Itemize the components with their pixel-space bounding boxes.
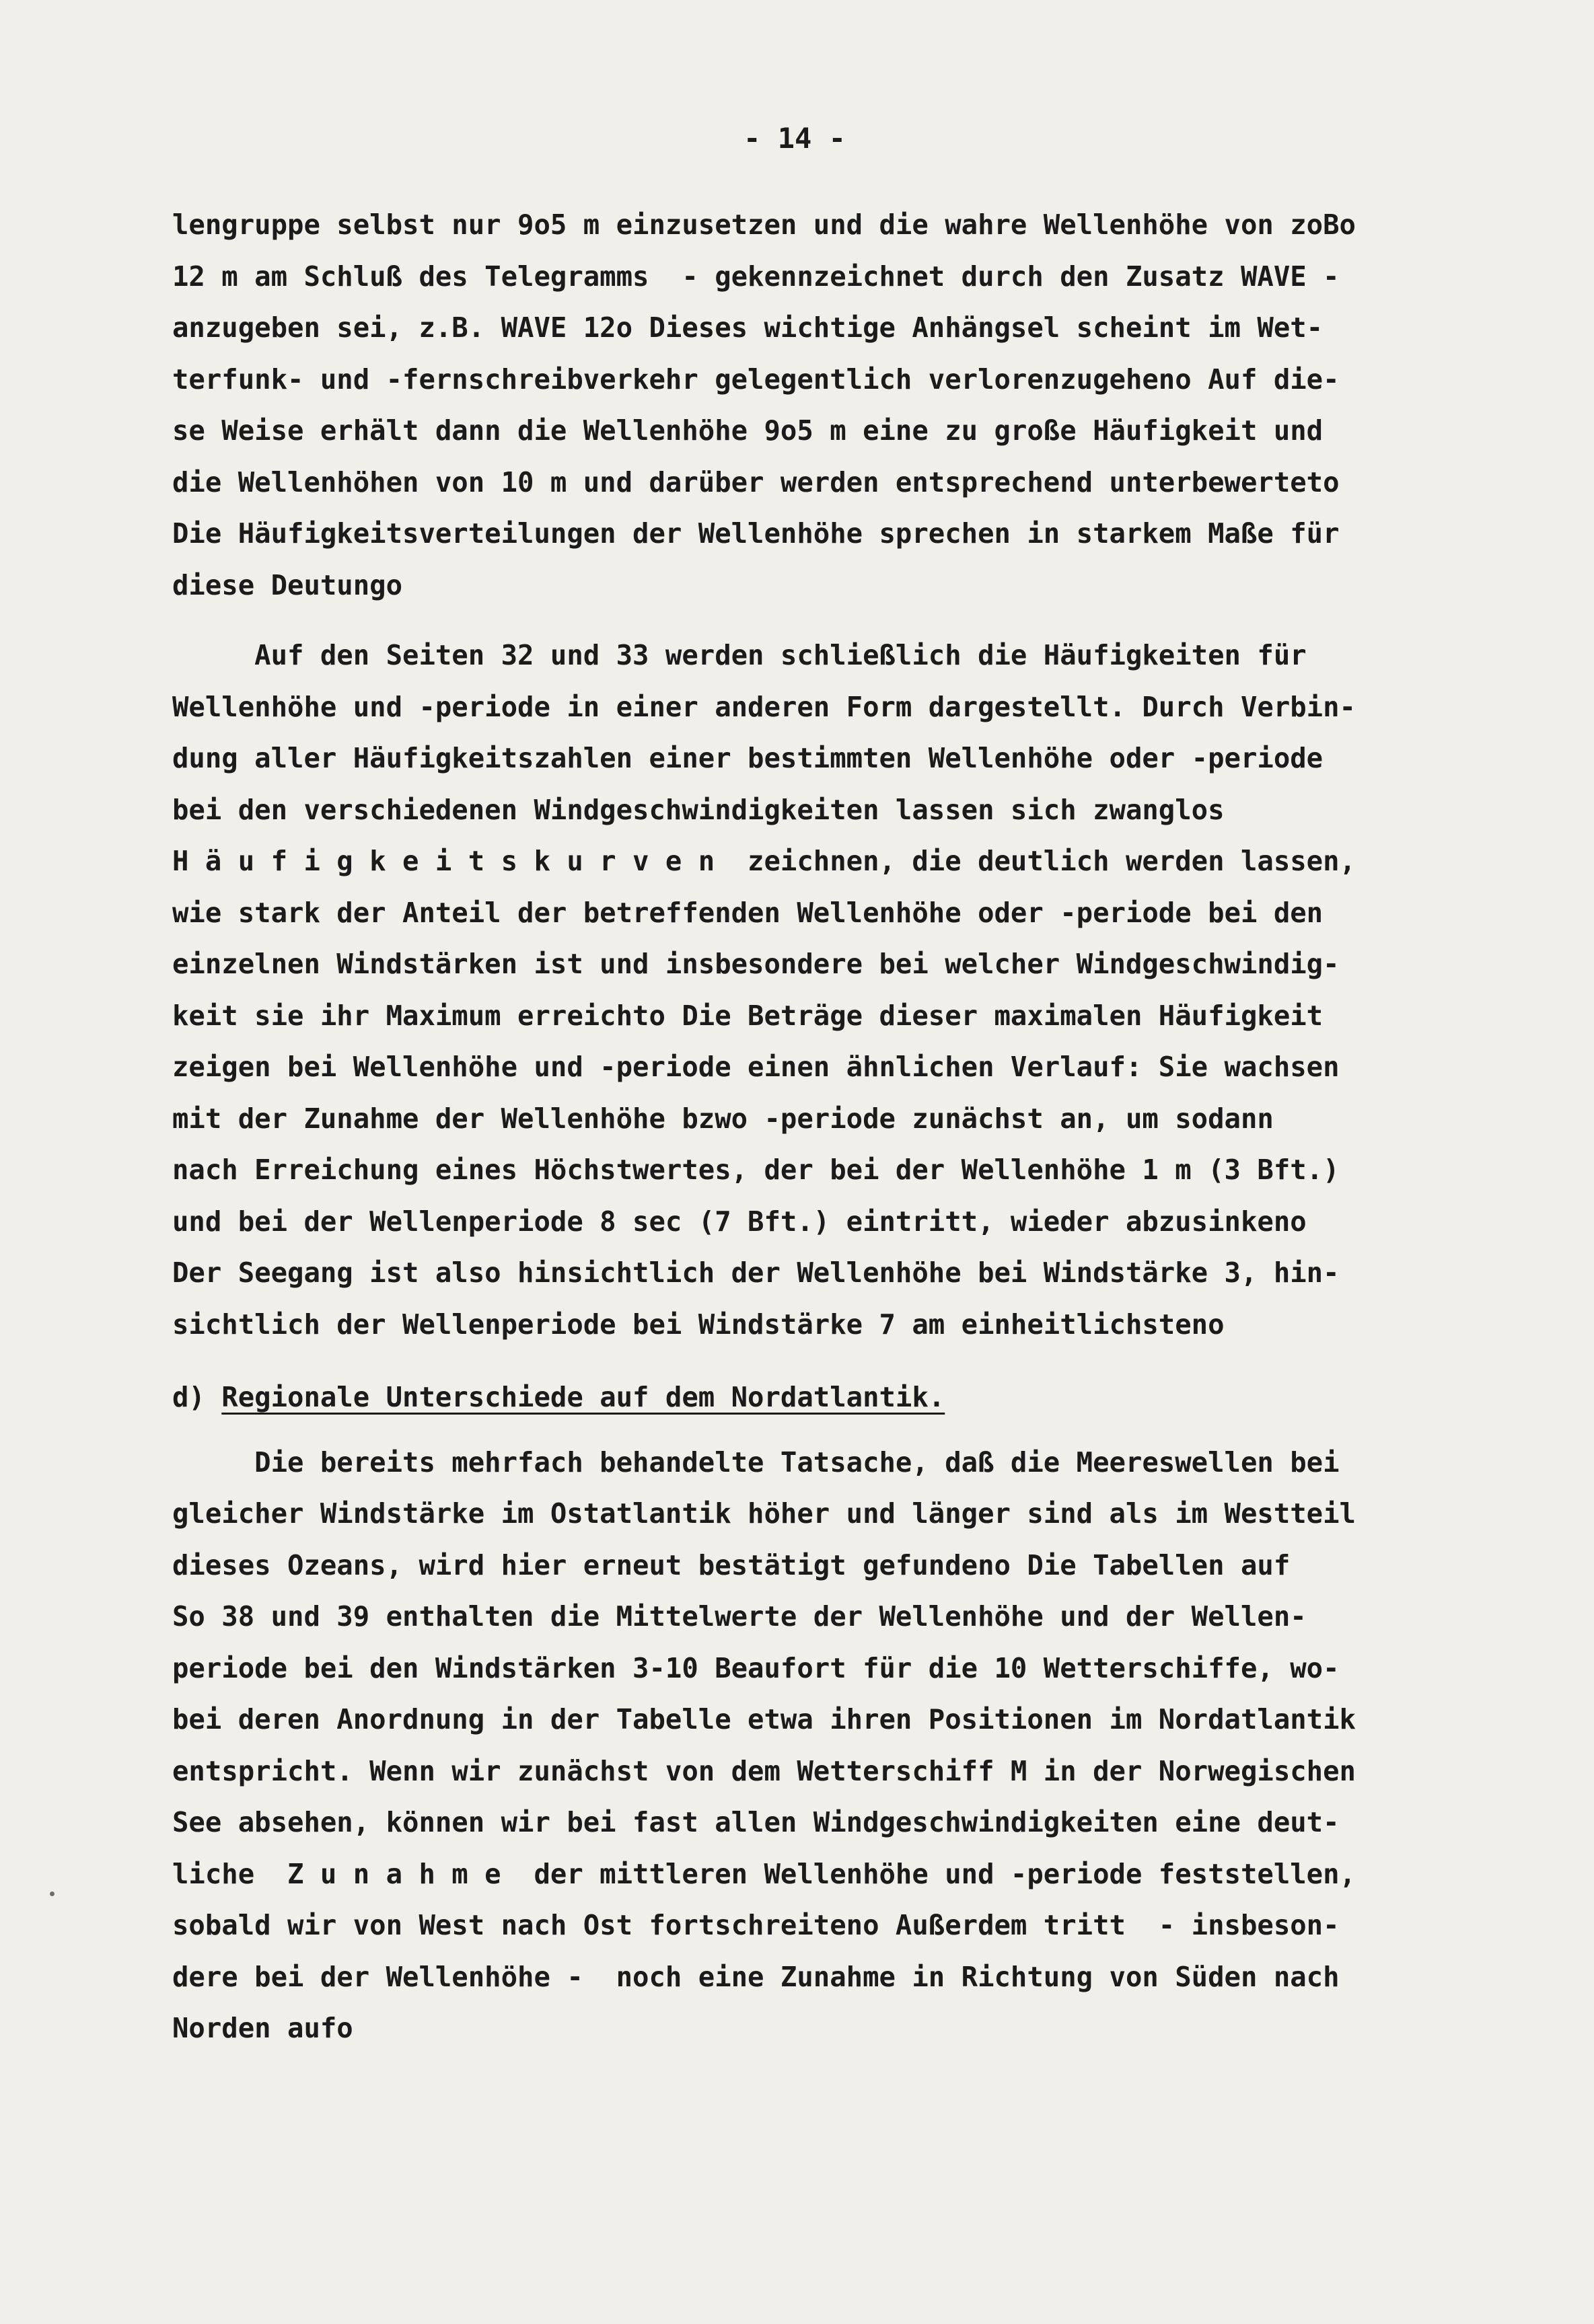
paragraph-gap: [172, 1350, 1594, 1372]
text-line: diese Deutungo: [172, 568, 403, 601]
text-line: dere bei der Wellenhöhe - noch eine Zunahme in Richtung von Süden nach: [172, 1960, 1340, 1993]
text-line: se Weise erhält dann die Wellenhöhe 9o5 m eine zu große Häufigkeit und: [172, 414, 1324, 447]
paragraph-gap: [172, 611, 1594, 630]
page-number: - 14 -: [744, 122, 846, 155]
paragraph-2: [172, 630, 1594, 1350]
text-line: bei den verschiedenen Windgeschwindigkeiten lassen sich zwanglos: [172, 793, 1225, 826]
paragraph-gap: [172, 1423, 1594, 1437]
margin-speck: [50, 1891, 55, 1896]
text-line: lengruppe selbst nur 9o5 m einzusetzen und die wahre Wellenhöhe von zoBo: [172, 209, 1356, 241]
text-line: 12 m am Schluß des Telegramms - gekennzeichnet durch den Zusatz WAVE -: [172, 260, 1340, 293]
text-line: entspricht. Wenn wir zunächst von dem Wetterschiff M in der Norwegischen: [172, 1754, 1356, 1787]
text-line: terfunk- und -fernschreibverkehr gelegentlich verlorenzugeheno Auf die-: [172, 363, 1340, 396]
text-line: Norden aufo: [172, 2012, 353, 2044]
paragraph-3: [172, 1437, 1594, 2054]
text-line: zeigen bei Wellenhöhe und -periode einen ähnlichen Verlauf: Sie wachsen: [172, 1051, 1340, 1083]
text-line: Die bereits mehrfach behandelte Tatsache, daß die Meereswellen bei: [172, 1446, 1340, 1478]
text-line: wie stark der Anteil der betreffenden Wellenhöhe oder -periode bei den: [172, 896, 1324, 929]
text-line: H ä u f i g k e i t s k u r v e n zeichnen, die deutlich werden lassen,: [172, 845, 1356, 877]
paragraph-1: [172, 199, 1594, 611]
text-line: sobald wir von West nach Ost fortschreiteno Außerdem tritt - insbeson-: [172, 1909, 1340, 1941]
text-line: So 38 und 39 enthalten die Mittelwerte der Wellenhöhe und der Wellen-: [172, 1600, 1307, 1633]
text-line: Die Häufigkeitsverteilungen der Wellenhöhe sprechen in starkem Maße für: [172, 517, 1340, 550]
text-line: dung aller Häufigkeitszahlen einer bestimmten Wellenhöhe oder -periode: [172, 742, 1324, 774]
text-line: und bei der Wellenperiode 8 sec (7 Bft.) eintritt, wieder abzusinkeno: [172, 1205, 1307, 1238]
text-line: bei deren Anordnung in der Tabelle etwa ihren Positionen im Nordatlantik: [172, 1703, 1356, 1735]
section-heading-title: Regionale Unterschiede auf dem Nordatlantik.: [221, 1381, 945, 1413]
text-line: Auf den Seiten 32 und 33 werden schließlich die Häufigkeiten für: [172, 639, 1307, 671]
text-line: keit sie ihr Maximum erreichto Die Beträge dieser maximalen Häufigkeit: [172, 999, 1324, 1032]
text-line: mit der Zunahme der Wellenhöhe bzwo -periode zunächst an, um sodann: [172, 1102, 1274, 1135]
text-line: anzugeben sei, z.B. WAVE 12o Dieses wichtige Anhängsel scheint im Wet-: [172, 311, 1324, 344]
text-line: liche Z u n a h m e der mittleren Wellenhöhe und -periode feststellen,: [172, 1857, 1356, 1890]
section-heading-marker: d): [172, 1381, 222, 1413]
text-line: See absehen, können wir bei fast allen Windgeschwindigkeiten eine deut-: [172, 1806, 1340, 1838]
section-heading: [172, 1372, 1594, 1423]
text-line: die Wellenhöhen von 10 m und darüber werden entsprechend unterbewerteto: [172, 465, 1340, 498]
text-line: gleicher Windstärke im Ostatlantik höher und länger sind als im Westteil: [172, 1497, 1356, 1530]
text-line: dieses Ozeans, wird hier erneut bestätigt gefundeno Die Tabellen auf: [172, 1548, 1291, 1581]
text-line: Wellenhöhe und -periode in einer anderen Form dargestellt. Durch Verbin-: [172, 690, 1356, 723]
text-line: Der Seegang ist also hinsichtlich der Wellenhöhe bei Windstärke 3, hin-: [172, 1257, 1340, 1289]
text-line: einzelnen Windstärken ist und insbesondere bei welcher Windgeschwindig-: [172, 948, 1340, 980]
text-line: nach Erreichung eines Höchstwertes, der bei der Wellenhöhe 1 m (3 Bft.): [172, 1154, 1340, 1186]
text-line: periode bei den Windstärken 3-10 Beaufort für die 10 Wetterschiffe, wo-: [172, 1651, 1340, 1684]
text-line: sichtlich der Wellenperiode bei Windstärke 7 am einheitlichsteno: [172, 1308, 1225, 1341]
